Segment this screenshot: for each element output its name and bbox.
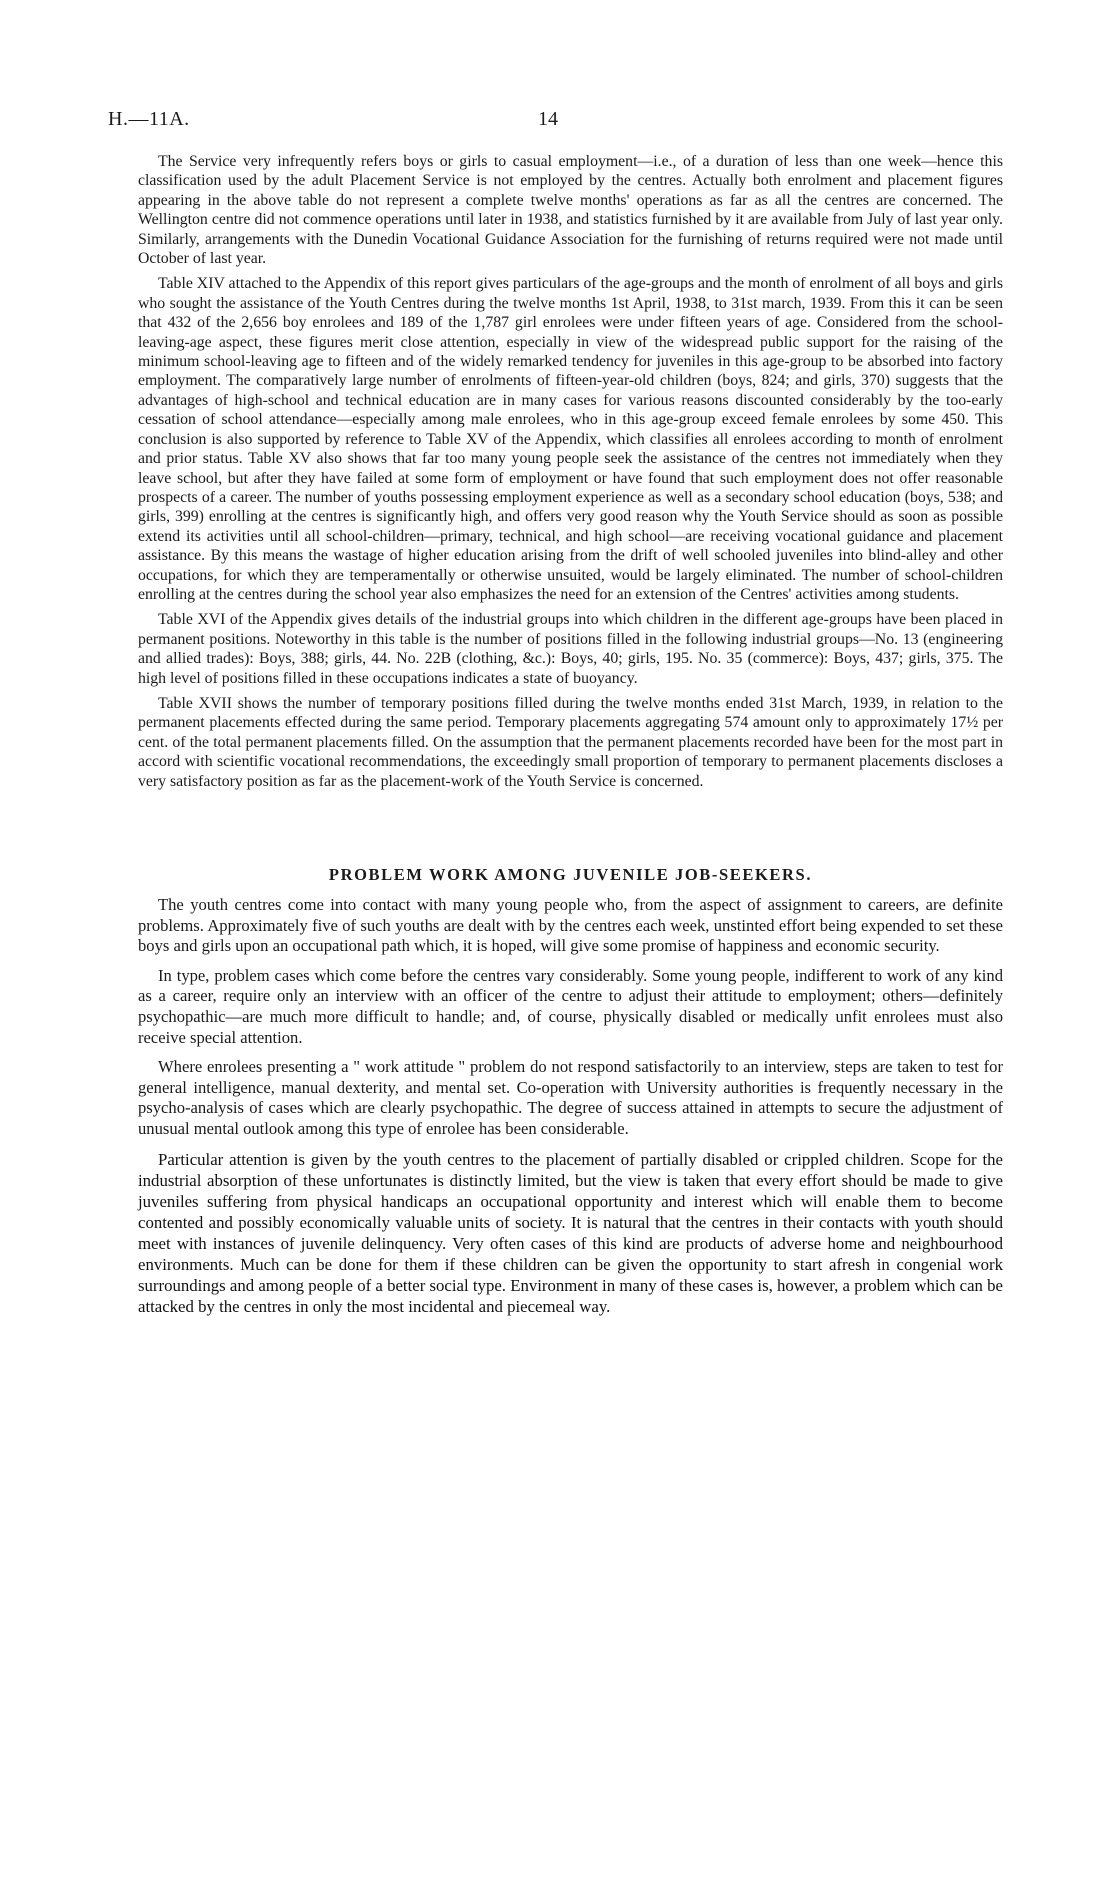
section-heading: PROBLEM WORK AMONG JUVENILE JOB-SEEKERS. [328,865,813,884]
paragraph-table-xiv: Table XIV attached to the Appendix of this report gives particulars of the age-groups and the month of enrolment of all boys and girls who sought the assistance of the Youth Centres during the twelve months 1st April, 1938, to 31st march, 1939. From this it can be seen that 432 of the 2,656 boy enrolees and 189 of the 1,787 girl enrolees were under fifteen years of age. Considered from the school-leaving-age aspect, these figures merit close attention, especially in view of the widespread public support for the raising of the minimum school-leaving age to fifteen and of the widely remarked tendency for juveniles in this age-group to be absorbed into factory employment. The comparatively large number of enrolments of fifteen-year-old children (boys, 824; and girls, 370) suggests that the advantages of high-school and technical education are in many cases for various reasons discounted considerably by the too-early cessation of school attendance—especially among male enrolees, who in this age-group exceed female enrolees by some 450. This conclusion is also supported by reference to Table XV of the Appendix, which classifies all enrolees according to month of enrolment and prior status. Table XV also shows that far too many young people seek the assistance of the centres not immediately when they leave school, but after they have failed at some form of employment or have found that such employment does not offer reasonable prospects of a career. The number of youths possessing employment experience as well as a secondary school education (boys, 538; and girls, 399) enrolling at the centres is significantly high, and offers very good reason why the Youth Service should as soon as possible extend its activities until all school-children—primary, technical, and high school—are receiving vocational guidance and placement assistance. By this means the wastage of higher education arising from the drift of well schooled juveniles into blind-alley and other occupations, for which they are temperamentally or otherwise unsuited, would be largely eliminated. The number of school-children enrolling at the centres during the school year also emphasizes the need for an extension of the Centres' activities among students. [138,275,1003,603]
paragraph-work-attitude: Where enrolees presenting a " work attitude " problem do not respond satisfactorily to an interview, steps are taken to test for general intelligence, manual dexterity, and mental set. Co-operation with University authorities is frequently necessary in the psycho-analysis of cases which are clearly psychopathic. The degree of success attained in attempts to secure the adjustment of unusual mental outlook among this type of enrolee has been considerable. [138,1057,1003,1138]
paragraph-casual-employment: The Service very infrequently refers boys or girls to casual employment—i.e., of a duration of less than one week—hence this classification used by the adult Placement Service is not employed by the centres. Actually both enrolment and placement figures appearing in the above table do not represent a complete twelve months' operations as far as all the centres are concerned. The Wellington centre did not commence operations until later in 1938, and statistics furnished by it are available from July of last year only. Similarly, arrangements with the Dunedin Vocational Guidance Association for the furnishing of returns required were not made until October of last year. [138,153,1003,268]
paragraph-disabled-children: Particular attention is given by the youth centres to the placement of partially disabled or crippled children. Scope for the industrial absorption of these unfortunates is distinctly limited, but the view is taken that every effort should be made to give juveniles suffering from physical handicaps an occupational opportunity and interest which will enable them to become contented and possibly economically valuable units of society. It is natural that the centres in their contacts with youth should meet with instances of juvenile delinquency. Very often cases of this kind are products of adverse home and neighbourhood environments. Much can be done for them if these children can be given the opportunity to start afresh in congenial work surroundings and among people of a better social type. Environment in many of these cases is, however, a problem which can be attacked by the centres in only the most incidental and piecemeal way. [138,1149,1003,1316]
page-header [108,108,1003,138]
paragraph-table-xvii: Table XVII shows the number of temporary positions filled during the twelve months ended 31st March, 1939, in relation to the permanent placements effected during the same period. Temporary placements aggregating 574 amount only to approximately 17½ per cent. of the total permanent placements filled. On the assumption that the permanent placements recorded have been for the most part in accord with scientific vocational recommendations, the exceedingly small proportion of temporary to permanent placements discloses a very satisfactory position as far as the placement-work of the Youth Service is concerned. [138,694,1003,790]
paragraph-problem-types: In type, problem cases which come before the centres vary considerably. Some young people, indifferent to work of any kind as a career, require only an interview with an officer of the centre to adjust their attitude to employment; others—definitely psychopathic—are much more difficult to handle; and, of course, physically disabled or medically unfit enrolees must also receive special attention. [138,965,1003,1047]
paragraph-problem-intro: The youth centres come into contact with many young people who, from the aspect of assignment to careers, are definite problems. Approximately five of such youths are dealt with by the centres each week, unstinted effort being expended to set these boys and girls upon an occupational path which, it is hoped, will give some promise of happiness and economic security. [138,895,1003,956]
page-number: 14 [538,108,558,130]
document-reference-code: H.—11A. [108,108,190,130]
page-body [138,152,1003,1323]
paragraph-table-xvi: Table XVI of the Appendix gives details of the industrial groups into which children in the different age-groups have been placed in permanent positions. Noteworthy in this table is the number of positions filled in the following industrial groups—No. 13 (engineering and allied trades): Boys, 388; girls, 44. No. 22B (clothing, &c.): Boys, 40; girls, 195. No. 35 (commerce): Boys, 437; girls, 375. The high level of positions filled in these occupations indicates a state of buoyancy. [138,611,1003,687]
